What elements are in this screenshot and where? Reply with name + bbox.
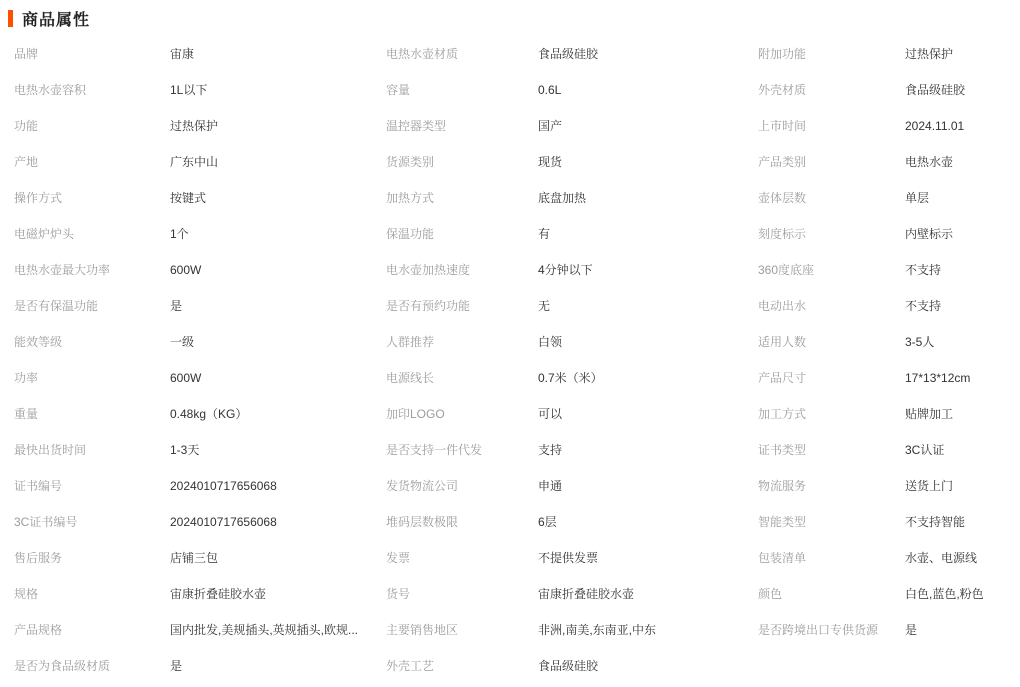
attribute-label: 电动出水 xyxy=(758,299,807,313)
attribute-label: 电源线长 xyxy=(386,371,435,385)
attribute-value: 白色,蓝色,粉色 xyxy=(905,587,984,601)
attribute-value: 0.7米（米） xyxy=(538,371,603,385)
attribute-value: 过热保护 xyxy=(905,47,954,61)
attribute-value: 申通 xyxy=(538,479,563,493)
attribute-value: 电热水壶 xyxy=(905,155,954,169)
attribute-label: 操作方式 xyxy=(14,191,63,205)
attribute-label: 适用人数 xyxy=(758,335,807,349)
attribute-label: 是否为食品级材质 xyxy=(14,659,111,673)
attribute-value: 国产 xyxy=(538,119,563,133)
attribute-label: 电热水壶最大功率 xyxy=(14,263,111,277)
attribute-label: 产品类别 xyxy=(758,155,807,169)
attribute-value: 600W xyxy=(170,263,202,277)
attribute-label: 功率 xyxy=(14,371,39,385)
attribute-value: 食品级硅胶 xyxy=(905,83,966,97)
attribute-label: 重量 xyxy=(14,407,39,421)
attribute-value: 食品级硅胶 xyxy=(538,47,599,61)
section-header xyxy=(0,0,1020,36)
attribute-label: 货号 xyxy=(386,587,411,601)
attribute-label: 电热水壶材质 xyxy=(386,47,459,61)
accent-bar-icon xyxy=(8,10,13,27)
attribute-value: 不支持 xyxy=(905,263,942,277)
attribute-label: 产品规格 xyxy=(14,623,63,637)
attribute-value: 现货 xyxy=(538,155,563,169)
attribute-label: 外壳材质 xyxy=(758,83,807,97)
attribute-value: 有 xyxy=(538,227,551,241)
attribute-label: 容量 xyxy=(386,83,411,97)
attribute-value: 1-3天 xyxy=(170,443,200,457)
attribute-label: 电热水壶容积 xyxy=(14,83,87,97)
attribute-label: 人群推荐 xyxy=(386,335,435,349)
attribute-label: 是否跨境出口专供货源 xyxy=(758,623,879,637)
attribute-label: 温控器类型 xyxy=(386,119,447,133)
attribute-label: 是否有保温功能 xyxy=(14,299,99,313)
attribute-value: 1个 xyxy=(170,227,189,241)
attribute-label: 堆码层数极限 xyxy=(386,515,459,529)
attribute-label: 发货物流公司 xyxy=(386,479,459,493)
attribute-value: 不支持 xyxy=(905,299,942,313)
attribute-label: 颜色 xyxy=(758,587,783,601)
attribute-value: 2024010717656068 xyxy=(170,515,277,529)
attribute-label: 规格 xyxy=(14,587,39,601)
product-attributes-grid xyxy=(0,36,1020,684)
attribute-label: 包装清单 xyxy=(758,551,807,565)
attribute-label: 发票 xyxy=(386,551,411,565)
attribute-label: 货源类别 xyxy=(386,155,435,169)
attribute-label: 能效等级 xyxy=(14,335,63,349)
attribute-value: 2024.11.01 xyxy=(905,119,965,133)
attribute-label: 物流服务 xyxy=(758,479,807,493)
attribute-label: 是否有预约功能 xyxy=(386,299,471,313)
attribute-value: 宙康折叠硅胶水壶 xyxy=(538,587,635,601)
attribute-value: 单层 xyxy=(905,191,930,205)
attribute-value: 17*13*12cm xyxy=(905,371,971,385)
attribute-label: 360度底座 xyxy=(758,263,815,277)
attribute-label: 是否支持一件代发 xyxy=(386,443,483,457)
attribute-value: 是 xyxy=(170,659,183,673)
attribute-value: 是 xyxy=(905,623,918,637)
attribute-value: 3C认证 xyxy=(905,443,945,457)
attribute-label: 电磁炉炉头 xyxy=(14,227,75,241)
attribute-label: 主要销售地区 xyxy=(386,623,459,637)
attribute-label: 电水壶加热速度 xyxy=(386,263,471,277)
attribute-label: 刻度标示 xyxy=(758,227,807,241)
attribute-value: 不提供发票 xyxy=(538,551,599,565)
attribute-label: 证书编号 xyxy=(14,479,63,493)
page-title: 商品属性 xyxy=(22,11,91,29)
attribute-label: 售后服务 xyxy=(14,551,63,565)
attribute-value: 贴牌加工 xyxy=(905,407,954,421)
attribute-value: 水壶、电源线 xyxy=(905,551,978,565)
attribute-value: 无 xyxy=(538,299,551,313)
attribute-label: 壶体层数 xyxy=(758,191,807,205)
attribute-value: 4分钟以下 xyxy=(538,263,593,277)
attribute-value: 是 xyxy=(170,299,183,313)
attribute-value: 可以 xyxy=(538,407,563,421)
attribute-value: 2024010717656068 xyxy=(170,479,277,493)
attribute-value: 6层 xyxy=(538,515,557,529)
attribute-value: 支持 xyxy=(538,443,563,457)
attribute-value: 宙康折叠硅胶水壶 xyxy=(170,587,267,601)
attribute-value: 底盘加热 xyxy=(538,191,587,205)
attribute-label: 加印LOGO xyxy=(386,407,445,421)
attribute-value: 600W xyxy=(170,371,202,385)
attribute-value: 过热保护 xyxy=(170,119,219,133)
attribute-label: 保温功能 xyxy=(386,227,435,241)
attribute-value: 不支持智能 xyxy=(905,515,966,529)
attribute-label: 功能 xyxy=(14,119,39,133)
attribute-value: 1L以下 xyxy=(170,83,208,97)
attribute-value: 一级 xyxy=(170,335,195,349)
attribute-label: 加工方式 xyxy=(758,407,807,421)
attribute-value: 白领 xyxy=(538,335,563,349)
attribute-label: 3C证书编号 xyxy=(14,515,78,529)
attribute-value: 0.6L xyxy=(538,83,562,97)
attribute-value: 送货上门 xyxy=(905,479,954,493)
attribute-value: 非洲,南美,东南亚,中东 xyxy=(538,623,657,637)
attribute-label: 产品尺寸 xyxy=(758,371,807,385)
attribute-value: 3-5人 xyxy=(905,335,935,349)
attribute-label: 品牌 xyxy=(14,47,39,61)
attribute-label: 附加功能 xyxy=(758,47,807,61)
attribute-label: 智能类型 xyxy=(758,515,807,529)
attribute-label: 最快出货时间 xyxy=(14,443,87,457)
attribute-value: 宙康 xyxy=(170,47,195,61)
attribute-label: 外壳工艺 xyxy=(386,659,435,673)
attribute-label: 产地 xyxy=(14,155,39,169)
attribute-value: 国内批发,美规插头,英规插头,欧规... xyxy=(170,623,359,637)
attribute-label: 证书类型 xyxy=(758,443,807,457)
attribute-value: 食品级硅胶 xyxy=(538,659,599,673)
attribute-value: 店铺三包 xyxy=(170,551,219,565)
attribute-value: 按键式 xyxy=(170,191,207,205)
attribute-value: 内壁标示 xyxy=(905,227,954,241)
attribute-label: 加热方式 xyxy=(386,191,435,205)
attribute-value: 广东中山 xyxy=(170,155,219,169)
attribute-label: 上市时间 xyxy=(758,119,807,133)
attribute-value: 0.48kg（KG） xyxy=(170,407,248,421)
